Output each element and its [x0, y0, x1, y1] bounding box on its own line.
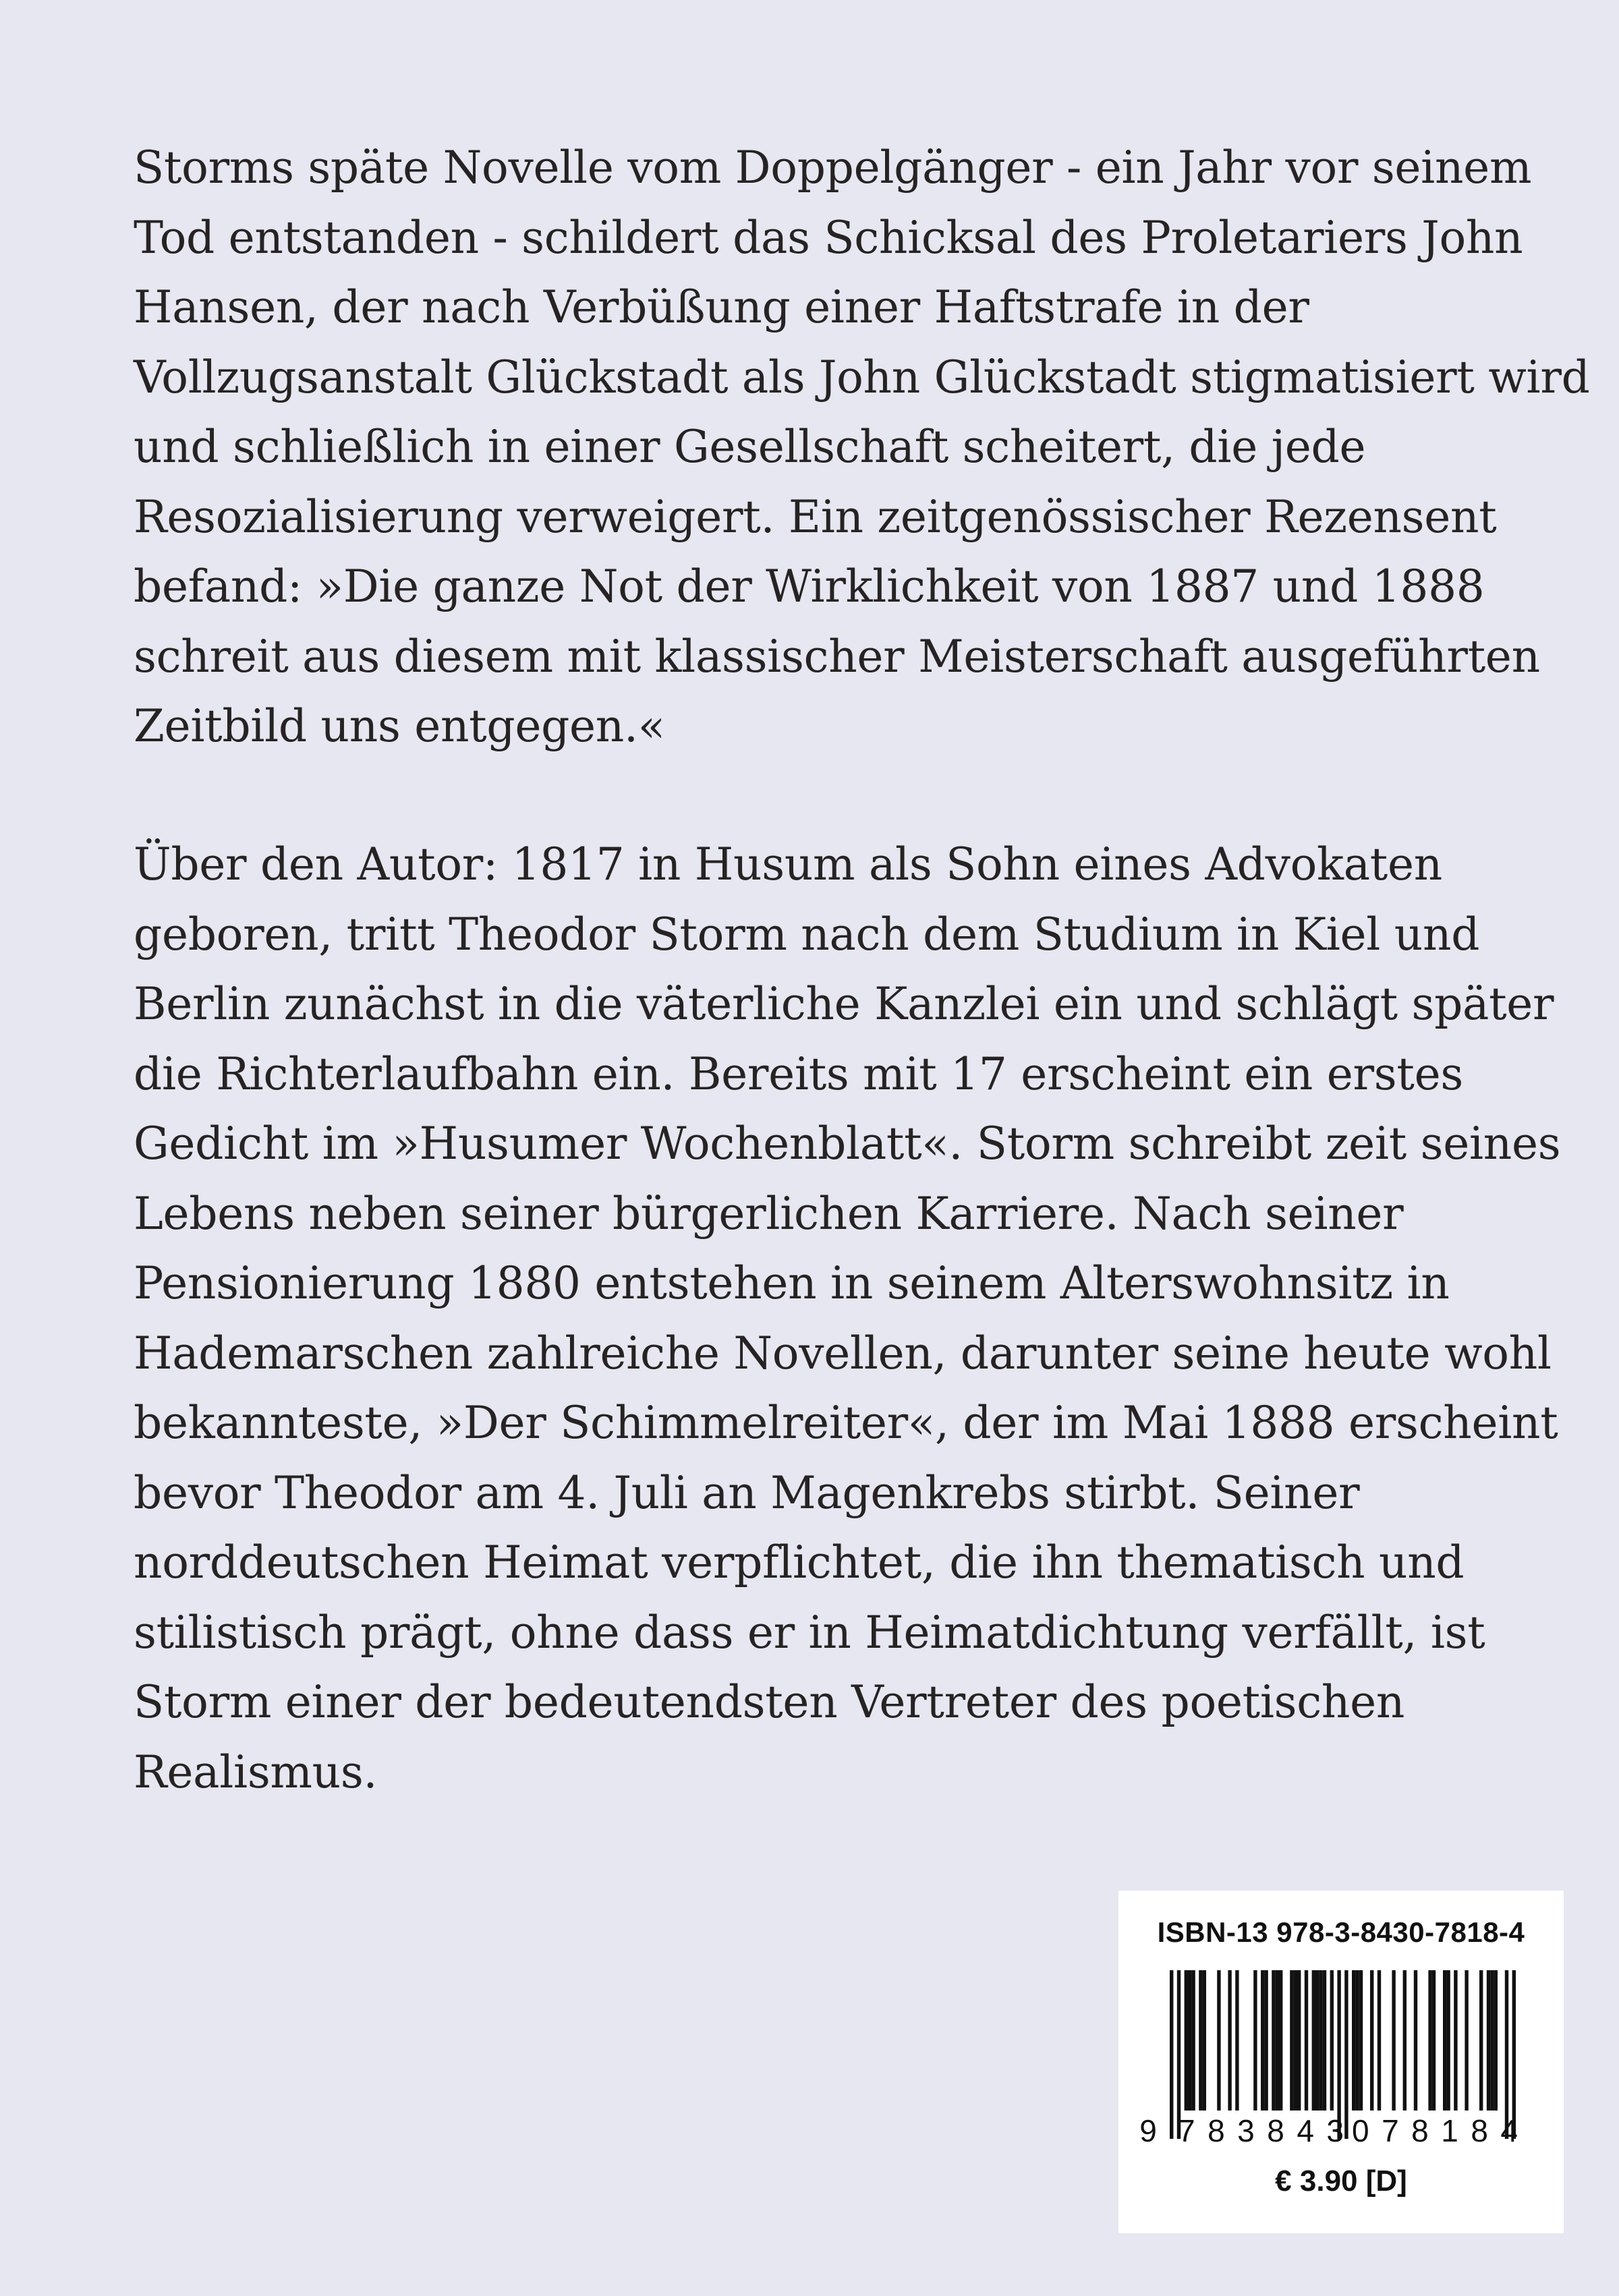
- barcode-bar: [1294, 1970, 1297, 2111]
- barcode-bar: [1290, 1970, 1293, 2111]
- author-line: bekannteste, »Der Schimmelreiter«, der im Mai 1888 erscheint: [134, 1397, 1558, 1449]
- barcode-bar: [1235, 1970, 1239, 2111]
- blurb-line: schreit aus diesem mit klassischer Meisterschaft ausgeführten: [134, 630, 1540, 683]
- barcode-bar: [1315, 1970, 1319, 2111]
- author-bio-paragraph: [134, 830, 1561, 1807]
- price-label: € 3.90 [D]: [1275, 2164, 1407, 2198]
- author-line: die Richterlaufbahn ein. Bereits mit 17 erscheint ein erstes: [134, 1047, 1463, 1100]
- barcode-bar: [1377, 1970, 1381, 2111]
- blurb-line: Vollzugsanstalt Glückstadt als John Glückstadt stigmatisiert wird: [134, 351, 1590, 403]
- barcode-bar: [1454, 1970, 1457, 2111]
- barcode-bar: [1465, 1970, 1468, 2111]
- barcode-bar: [1443, 1970, 1446, 2111]
- barcode-bar: [1330, 1970, 1334, 2111]
- barcode-bar: [1494, 1970, 1498, 2111]
- barcode-bar: [1305, 1970, 1308, 2111]
- barcode-bar: [1185, 1970, 1188, 2111]
- author-line: Über den Autor: 1817 in Husum als Sohn eines Advokaten: [134, 838, 1442, 890]
- blurb-line: Resozialisierung verweigert. Ein zeitgenössischer Rezensent: [134, 490, 1497, 543]
- barcode-bar: [1352, 1970, 1355, 2111]
- author-line: Storm einer der bedeutendsten Vertreter des poetischen: [134, 1676, 1405, 1728]
- blurb-line: Tod entstanden - schildert das Schicksal des Proletariers John: [134, 211, 1523, 264]
- author-line: bevor Theodor am 4. Juli an Magenkrebs stirbt. Seiner: [134, 1466, 1360, 1519]
- barcode-bar: [1199, 1970, 1202, 2111]
- barcode-bar: [1414, 1970, 1417, 2111]
- barcode-bar: [1272, 1970, 1275, 2111]
- blurb-line: befand: »Die ganze Not der Wirklichkeit von 1887 und 1888: [134, 561, 1485, 612]
- barcode-bar: [1253, 1970, 1257, 2111]
- barcode: [1118, 1965, 1564, 2147]
- barcode-right-digits: 078184: [1352, 2113, 1518, 2147]
- barcode-bar: [1392, 1970, 1395, 2111]
- isbn-barcode-box: [1118, 1891, 1564, 2233]
- barcode-bar: [1297, 1970, 1301, 2111]
- author-line: Lebens neben seiner bürgerlichen Karriere. Nach seiner: [134, 1187, 1404, 1240]
- barcode-bar: [1264, 1970, 1268, 2111]
- isbn-label: ISBN-13 978-3-8430-7818-4: [1157, 1916, 1525, 1948]
- barcode-bar: [1279, 1970, 1282, 2111]
- barcode-guard-bar: [1170, 1970, 1173, 2139]
- author-line: Gedicht im »Husumer Wochenblatt«. Storm schreibt zeit seines: [134, 1118, 1561, 1170]
- barcode-first-digit: 9: [1139, 2113, 1157, 2147]
- barcode-bar: [1359, 1970, 1363, 2111]
- barcode-bar: [1319, 1970, 1322, 2111]
- barcode-bar: [1432, 1970, 1436, 2111]
- barcode-bar: [1487, 1970, 1490, 2111]
- barcode-bar: [1228, 1970, 1231, 2111]
- barcode-left-digits: 783843: [1178, 2113, 1344, 2147]
- barcode-bar: [1276, 1970, 1279, 2111]
- author-line: stilistisch prägt, ohne dass er in Heimatdichtung verfällt, ist: [134, 1606, 1485, 1659]
- barcode-bar: [1323, 1970, 1326, 2111]
- barcode-bar: [1370, 1970, 1373, 2111]
- barcode-bar: [1191, 1970, 1195, 2111]
- author-line: Pensionierung 1880 entstehen in seinem Alterswohnsitz in: [134, 1257, 1450, 1309]
- author-line: Berlin zunächst in die väterliche Kanzlei ein und schlägt später: [134, 978, 1554, 1030]
- barcode-bar: [1490, 1970, 1494, 2111]
- blurb-line: und schließlich in einer Gesellschaft scheitert, die jede: [134, 421, 1366, 473]
- barcode-guard-bar: [1344, 1970, 1348, 2139]
- barcode-bar: [1355, 1970, 1359, 2111]
- author-line: Hademarschen zahlreiche Novellen, darunter seine heute wohl: [134, 1327, 1552, 1379]
- barcode-bar: [1479, 1970, 1483, 2111]
- blurb-line: Hansen, der nach Verbüßung einer Haftstrafe in der: [134, 281, 1309, 333]
- author-line: Realismus.: [134, 1746, 378, 1798]
- barcode-bar: [1261, 1970, 1264, 2111]
- barcode-bar: [1217, 1970, 1220, 2111]
- blurb-line: Zeitbild uns entgegen.«: [134, 700, 665, 752]
- barcode-bar: [1403, 1970, 1407, 2111]
- blurb-paragraph: [134, 133, 1590, 762]
- blurb-line: Storms späte Novelle vom Doppelgänger - ein Jahr vor seinem: [134, 142, 1532, 194]
- barcode-bar: [1446, 1970, 1450, 2111]
- barcode-bar: [1312, 1970, 1315, 2111]
- author-line: norddeutschen Heimat verpflichtet, die ihn thematisch und: [134, 1537, 1465, 1588]
- barcode-bar: [1203, 1970, 1206, 2111]
- author-line: geboren, tritt Theodor Storm nach dem Studium in Kiel und: [134, 908, 1480, 960]
- barcode-bar: [1188, 1970, 1191, 2111]
- barcode-bar: [1428, 1970, 1431, 2111]
